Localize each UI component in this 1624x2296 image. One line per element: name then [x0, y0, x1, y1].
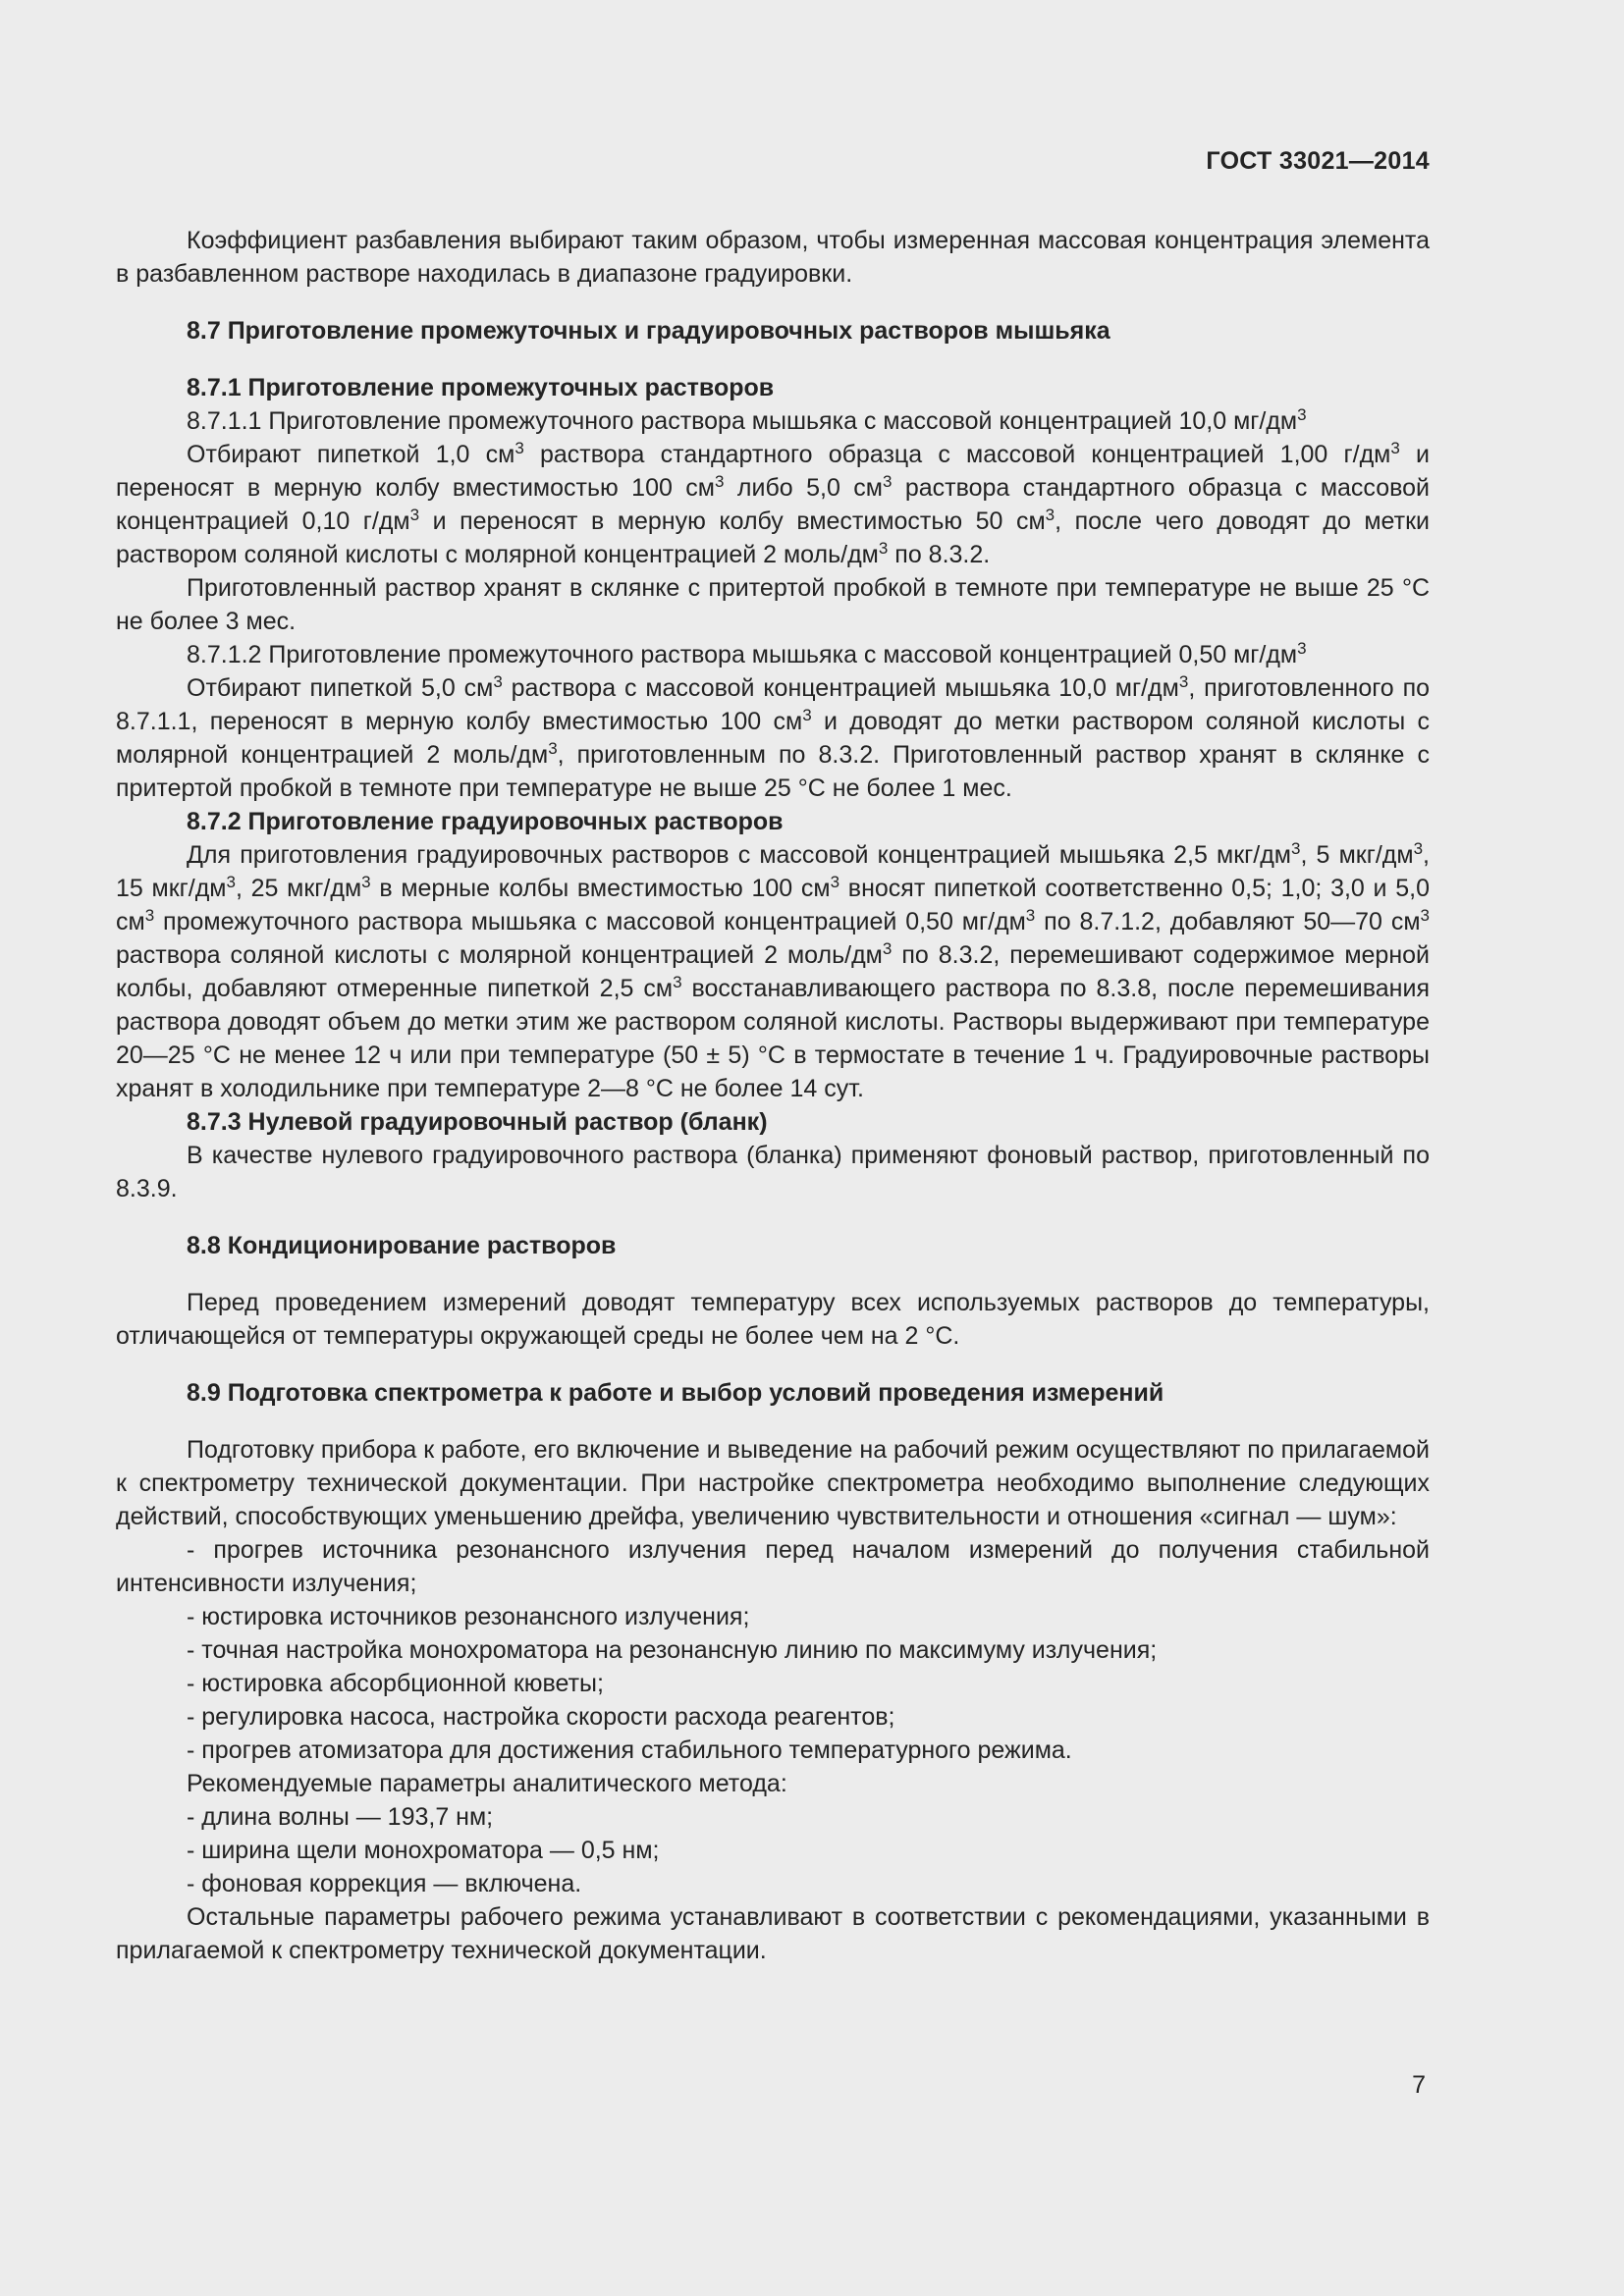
section-8-7-2-paragraph: Для приготовления градуировочных растворов с массовой концентрацией мышьяка 2,5 мкг/$дм^3$, 5 мкг/$дм^3$, 15 мкг/$дм^3$, 25 мкг/$дм^3$ в мерные колбы вместимостью 100 $см^3$ вносят пипеткой соответственно 0,5; 1,0; 3,0 и 5,0 $см^3$ промежуточного раствора мышьяка с массовой концентрацией 0,50 $мг/дм^3$ по 8.7.1.2, добавляют 50—70 $см^3$ раствора соляной кислоты с молярной концентрацией 2 моль/$дм^3$ по 8.3.2, перемешивают содержимое мерной колбы, добавляют отмеренные пипеткой 2,5 $см^3$ восстанавливающего раствора по 8.3.8, после перемешивания раствора доводят объем до метки этим же раствором соляной кислоты. Растворы выдерживают при температуре 20—25 °С не менее 12 ч или при температуре (50 ± 5) °С в термостате в течение 1 ч. Градуировочные растворы хранят в холодильнике при температуре 2—8 °С не более 14 сут.: [116, 839, 1430, 1102]
list-item: - юстировка абсорбционной кюветы;: [187, 1670, 604, 1697]
page-content: [116, 224, 1430, 1967]
section-8-9-paragraph: Подготовку прибора к работе, его включение и выведение на рабочий режим осуществляют по прилагаемой к спектрометру технической документации. При настройке спектрометра необходимо выполнение следующих действий, способствующих уменьшению дрейфа, увеличению чувствительности и отношения «сигнал — шум»:: [116, 1436, 1430, 1530]
document-id: ГОСТ 33021—2014: [1206, 147, 1430, 175]
list-item: - длина волны — 193,7 нм;: [187, 1803, 494, 1831]
section-8-7-1-heading: 8.7.1 Приготовление промежуточных растворов: [187, 374, 775, 401]
section-8-7-3-heading: 8.7.3 Нулевой градуировочный раствор (бланк): [187, 1108, 768, 1136]
section-8-7-heading: 8.7 Приготовление промежуточных и градуировочных растворов мышьяка: [187, 317, 1110, 345]
section-8-7-1-2-paragraph: Отбирают пипеткой 5,0 $см^3$ раствора с массовой концентрацией мышьяка 10,0 $мг/дм^3$, приготовленного по 8.7.1.1, переносят в мерную колбу вместимостью 100 $см^3$ и доводят до метки раствором соляной кислоты с молярной концентрацией 2 моль/$дм^3$, приготовленным по 8.3.2. Приготовленный раствор хранят в склянке с притертой пробкой в темноте при температуре не выше 25 °С не более 1 мес.: [116, 672, 1431, 802]
section-8-8-paragraph: Перед проведением измерений доводят температуру всех используемых растворов до температуры, отличающейся от температуры окружающей среды не более чем на 2 °С.: [116, 1289, 1430, 1350]
page-number: 7: [1412, 2071, 1426, 2099]
list-item: - ширина щели монохроматора — 0,5 нм;: [187, 1837, 660, 1864]
list-item: - фоновая коррекция — включена.: [187, 1870, 582, 1897]
list-item: - точная настройка монохроматора на резонансную линию по максимуму излучения;: [187, 1636, 1158, 1664]
section-8-9-heading: 8.9 Подготовка спектрометра к работе и выбор условий проведения измерений: [187, 1379, 1164, 1407]
list-item: - прогрев источника резонансного излучения перед началом измерений до получения стабильной интенсивности излучения;: [116, 1536, 1430, 1597]
closing-paragraph: Остальные параметры рабочего режима устанавливают в соответствии с рекомендациями, указанными в прилагаемой к спектрометру технической документации.: [116, 1903, 1430, 1964]
intro-paragraph: Коэффициент разбавления выбирают таким образом, чтобы измеренная массовая концентрация элемента в разбавленном растворе находилась в диапазоне градуировки.: [116, 227, 1430, 288]
section-8-7-1-2-heading: 8.7.1.2 Приготовление промежуточного раствора мышьяка с массовой концентрацией 0,50 $мг/дм^3$: [187, 639, 1307, 668]
section-8-7-3-paragraph: В качестве нулевого градуировочного раствора (бланка) применяют фоновый раствор, приготовленный по 8.3.9.: [116, 1142, 1430, 1202]
section-8-7-1-1-heading: 8.7.1.1 Приготовление промежуточного раствора мышьяка с массовой концентрацией 10,0 $мг/дм^3$: [187, 405, 1307, 435]
section-8-7-2-heading: 8.7.2 Приготовление градуировочных растворов: [187, 808, 784, 835]
section-8-7-1-1-paragraph: Отбирают пипеткой 1,0 $см^3$ раствора стандартного образца с массовой концентрацией 1,00 $г/дм^3$ и переносят в мерную колбу вместимостью 100 $см^3$ либо 5,0 $см^3$ раствора стандартного образца с массовой концентрацией 0,10 $г/дм^3$ и переносят в мерную колбу вместимостью 50 $см^3$, после чего доводят до метки раствором соляной кислоты с молярной концентрацией 2 моль/$дм^3$ по 8.3.2.: [116, 439, 1430, 568]
list-item: - юстировка источников резонансного излучения;: [187, 1603, 750, 1630]
params-intro: Рекомендуемые параметры аналитического метода:: [187, 1770, 787, 1797]
section-8-8-heading: 8.8 Кондиционирование растворов: [187, 1232, 617, 1259]
list-item: - регулировка насоса, настройка скорости расхода реагентов;: [187, 1703, 895, 1731]
list-item: - прогрев атомизатора для достижения стабильного температурного режима.: [187, 1736, 1072, 1764]
section-8-7-1-1-storage: Приготовленный раствор хранят в склянке с притертой пробкой в темноте при температуре не выше 25 °С не более 3 мес.: [116, 574, 1430, 635]
